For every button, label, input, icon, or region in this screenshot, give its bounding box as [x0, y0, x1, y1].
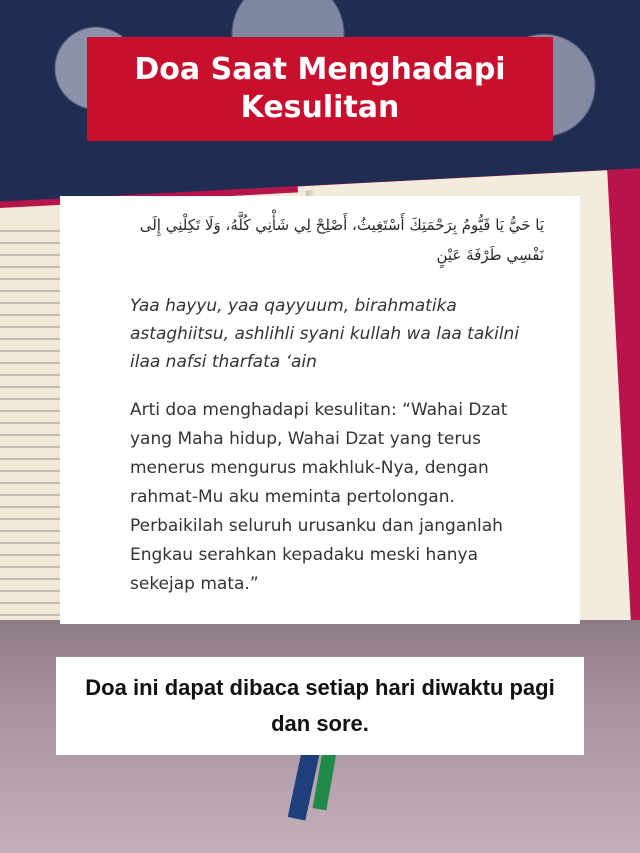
title-line-2: Kesulitan [240, 90, 400, 125]
title-line-1: Doa Saat Menghadapi [134, 52, 506, 87]
prayer-meaning: Arti doa menghadapi kesulitan: “Wahai Dzat yang Maha hidup, Wahai Dzat yang terus menerus mengurus makhluk-Nya, dengan rahmat-Mu aku meminta pertolongan. Perbaikilah seluruh urusanku dan janganlah Engkau serahkan kepadaku meski hanya sekejap mata.” [130, 400, 508, 594]
note-card [56, 657, 584, 755]
note-text: Doa ini dapat dibaca setiap hari diwaktu pagi dan sore. [85, 675, 555, 736]
prayer-card [60, 196, 580, 624]
book-text-lines [0, 230, 60, 650]
arabic-prayer-text: يَا حَيُّ يَا قَيُّومُ بِرَحْمَتِكَ أَسْتَغِيثُ، أَصْلِحْ لِي شَأْنِي كُلَّهُ، وَلَا تَكِلْنِي إِلَى نَفْسِي طَرْفَةَ عَيْنٍ [139, 216, 544, 264]
title-banner [87, 37, 553, 141]
latin-transliteration: Yaa hayyu, yaa qayyuum, birahmatika astaghiitsu, ashlihli syani kullah wa laa takilni ilaa nafsi tharfata ‘ain [130, 296, 520, 372]
